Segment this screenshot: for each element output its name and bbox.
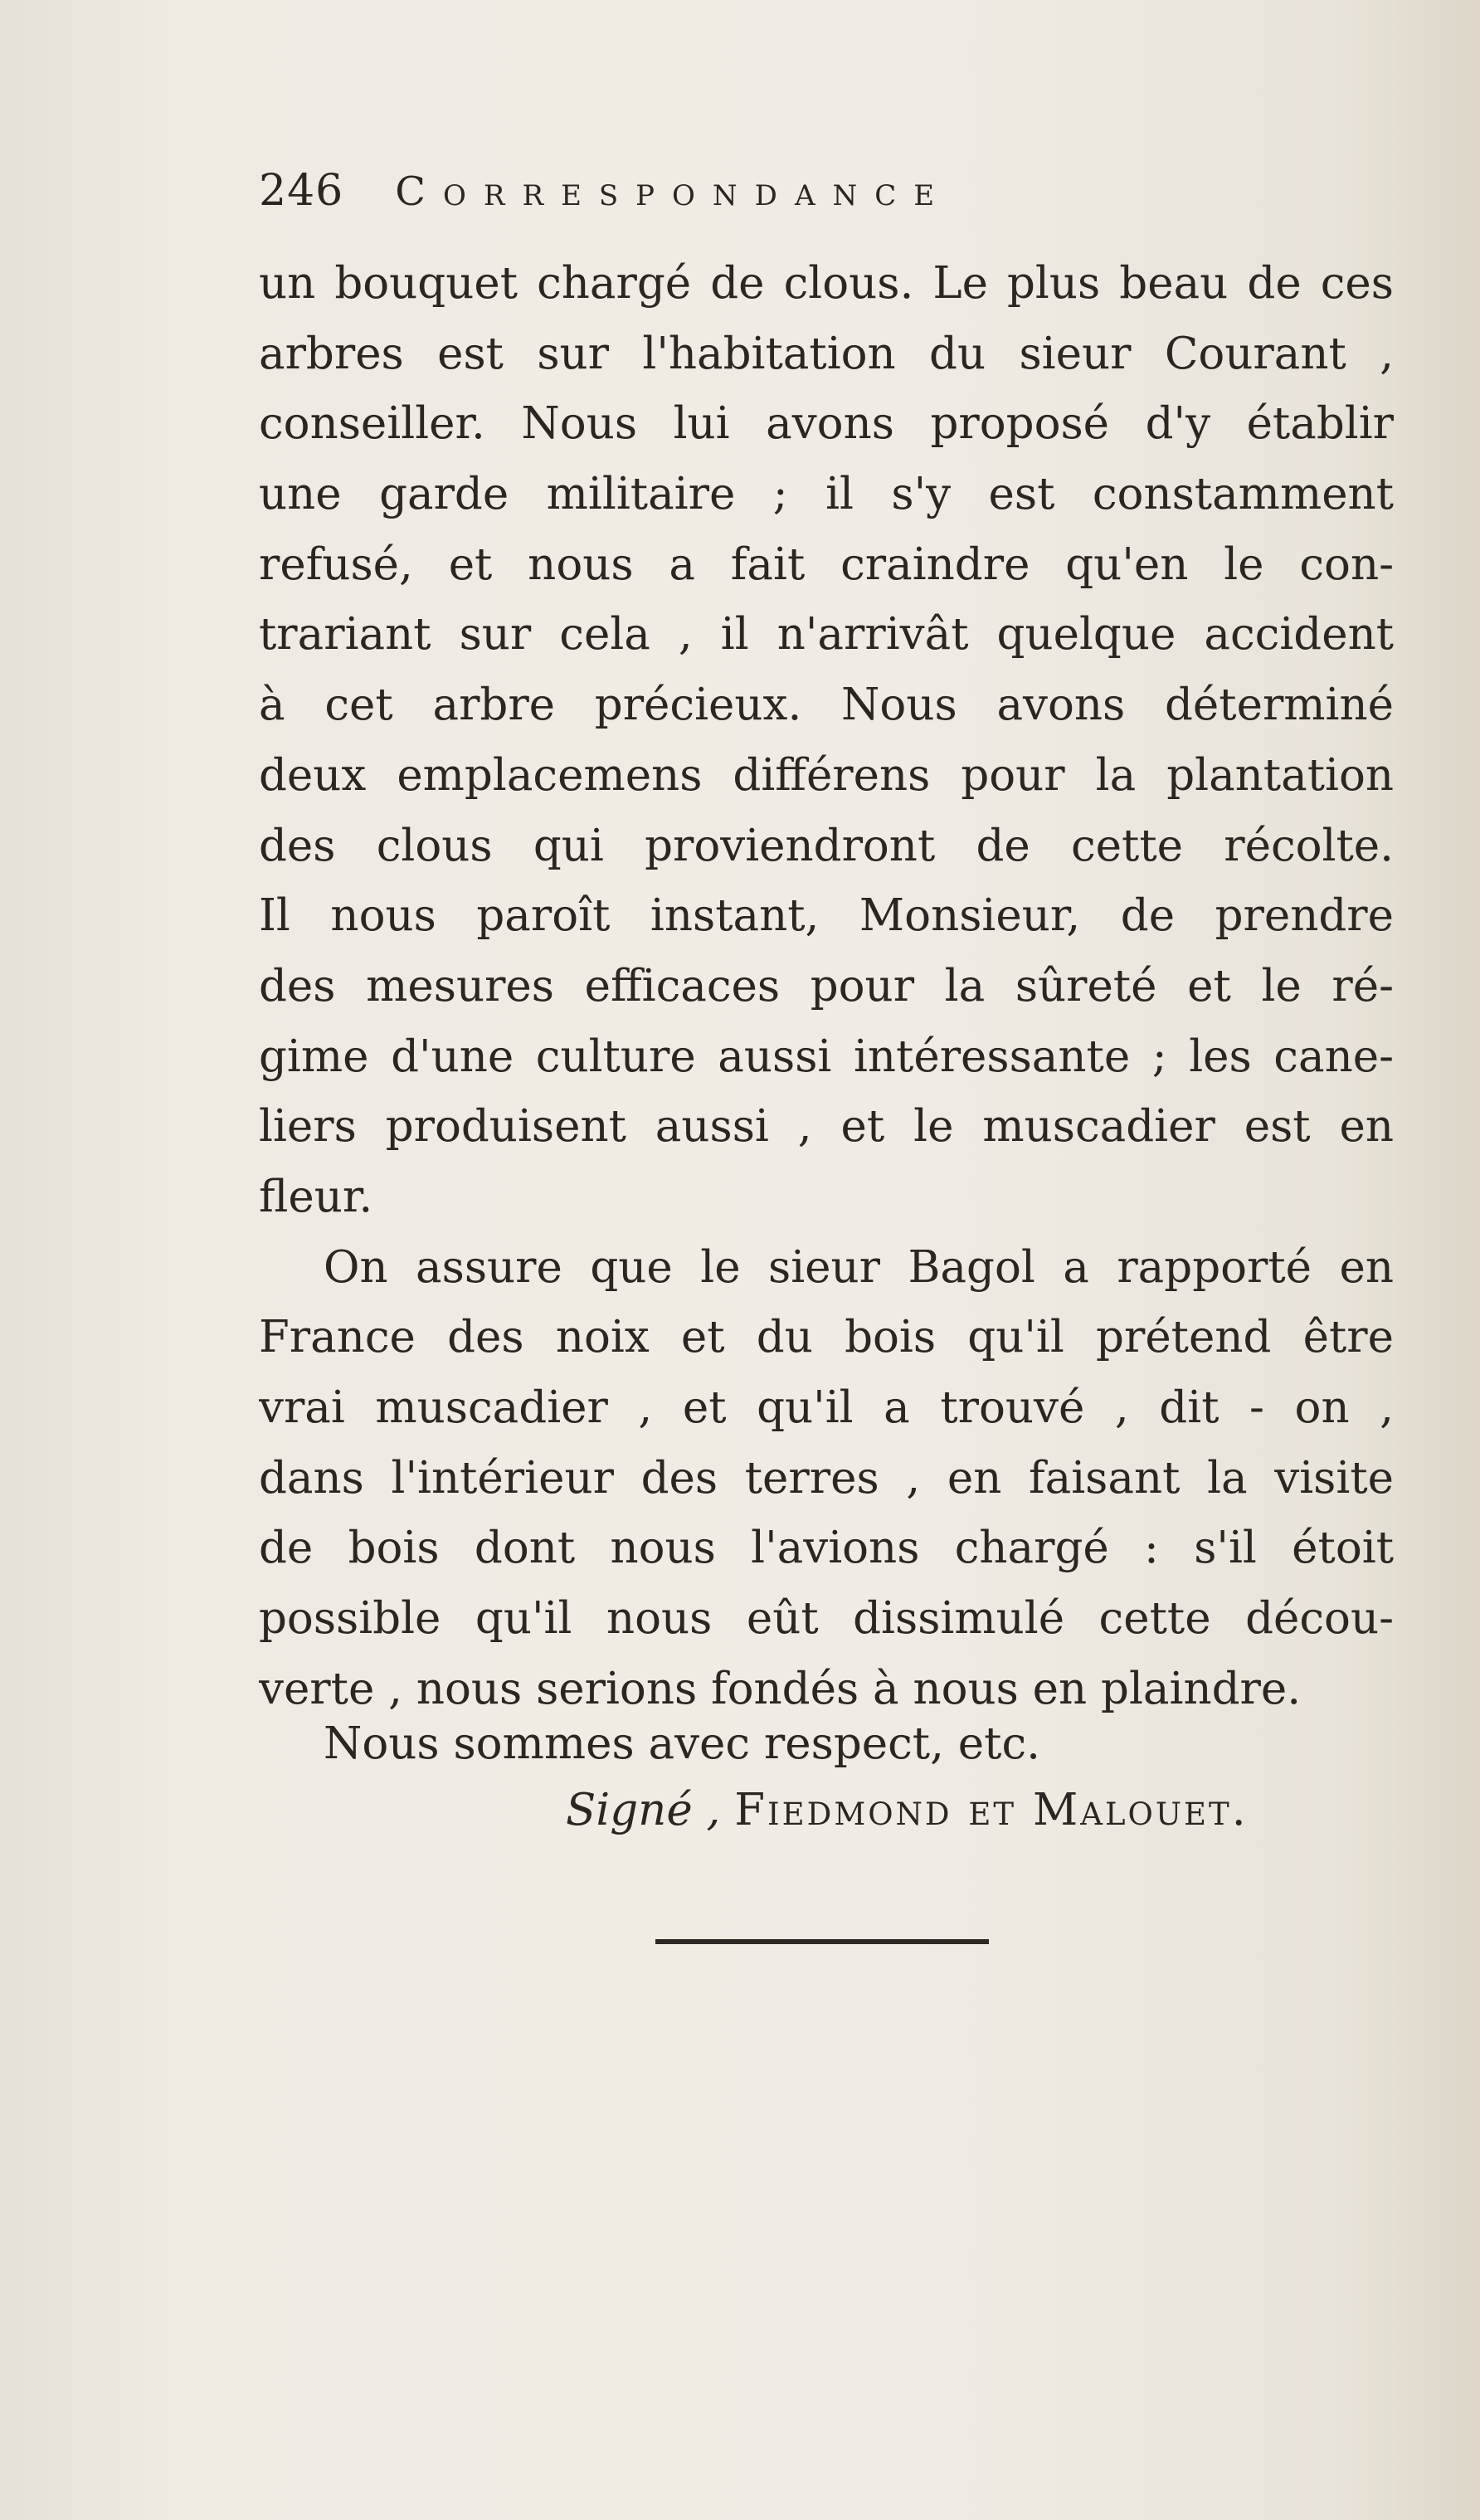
paragraph-2 (259, 1233, 1394, 1725)
signature (566, 1776, 1249, 1845)
text-line: de bois dont nous l'avions chargé : s'il étoit (259, 1523, 1394, 1574)
text-line: une garde militaire ; il s'y est constamment (259, 469, 1394, 520)
running-head: Correspondance (395, 168, 952, 215)
body-text (259, 249, 1394, 1724)
text-line: refusé, et nous a fait craindre qu'en le con- (259, 539, 1394, 590)
text-line: gime d'une culture aussi intéressante ; les cane- (259, 1031, 1394, 1082)
text-line: fleur. (259, 1171, 373, 1222)
text-line: un bouquet chargé de clous. Le plus beau de ces (259, 258, 1394, 309)
text-line: verte , nous serions fondés à nous en plaindre. (259, 1663, 1302, 1714)
text-line: dans l'intérieur des terres , en faisant la visite (259, 1452, 1394, 1504)
page-header (259, 166, 1254, 232)
text-line: des clous qui proviendront de cette récolte. (259, 820, 1394, 871)
paragraph-1 (259, 249, 1394, 1233)
text-line: trariant sur cela , il n'arrivât quelque accident (259, 609, 1394, 660)
closing-formula: Nous sommes avec respect, etc. (324, 1718, 1040, 1769)
text-line: Il nous paroît instant, Monsieur, de prendre (259, 890, 1394, 942)
signed-label: Signé , (566, 1785, 721, 1835)
text-line: arbres est sur l'habitation du sieur Courant , (259, 328, 1394, 379)
text-line: On assure que le sieur Bagol a rapporté en (324, 1241, 1394, 1293)
text-line: liers produisent aussi , et le muscadier est en (259, 1101, 1394, 1153)
signatory-names: Fiedmond et Malouet. (734, 1785, 1249, 1835)
text-line: France des noix et du bois qu'il prétend être (259, 1312, 1394, 1363)
text-line: deux emplacemens différens pour la plantation (259, 749, 1394, 801)
text-line: possible qu'il nous eût dissimulé cette décou- (259, 1593, 1394, 1645)
text-line: vrai muscadier , et qu'il a trouvé , dit - on , (259, 1382, 1394, 1433)
text-line: des mesures efficaces pour la sûreté et le ré- (259, 960, 1394, 1011)
text-line: à cet arbre précieux. Nous avons déterminé (259, 680, 1394, 731)
page-number: 246 (259, 166, 344, 216)
section-divider (655, 1939, 989, 1944)
text-line: conseiller. Nous lui avons proposé d'y établir (259, 398, 1394, 450)
